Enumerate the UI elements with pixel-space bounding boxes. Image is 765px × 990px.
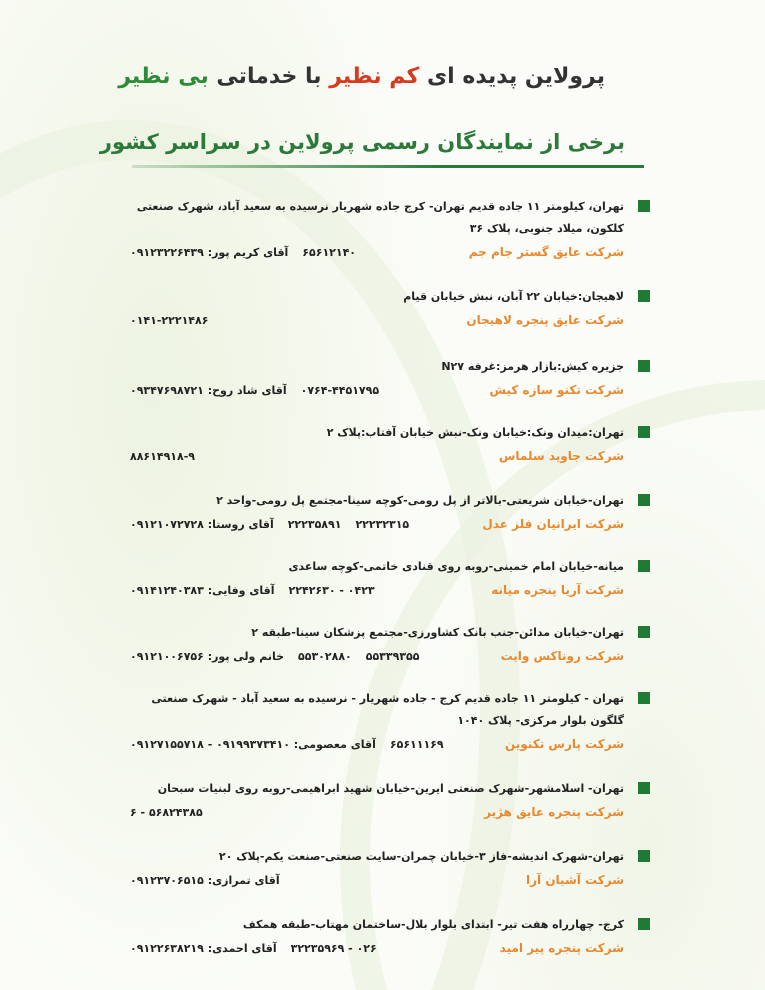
list-item — [130, 688, 650, 772]
list-item — [130, 846, 650, 908]
square-bullet-icon — [638, 290, 650, 302]
dealer-company: شرکت پنجره عایق هژیر — [484, 805, 624, 819]
dealer-phone: آقای کریم پور: ۰۹۱۲۳۲۲۶۴۳۹ — [130, 245, 289, 259]
dealer-phone: ۰۱۴۱-۲۲۲۱۴۸۶ — [130, 313, 209, 327]
dealer-phone: ۰۷۶۴-۴۴۵۱۷۹۵ — [300, 383, 380, 397]
dealer-address: تهران- اسلامشهر-شهرک صنعتی ایرین-خیابان شهید ابراهیمی-روبه روی لبنیات سبحان — [157, 782, 624, 795]
list-item — [130, 778, 650, 840]
list-item — [130, 286, 650, 348]
dealer-phone: آقای شاد روح: ۰۹۳۴۷۶۹۸۷۲۱ — [130, 383, 287, 397]
dealer-address: جزیره کیش:بازار هرمز:غرفه N۲۷ — [441, 360, 624, 373]
dealer-phone: ۰۴۲۳ - ۲۲۴۲۶۳۰ — [288, 583, 375, 597]
dealer-company: شرکت عایق پنجره لاهیجان — [466, 313, 624, 327]
dealer-phone: آقای تمرازی: ۰۹۱۲۳۷۰۶۵۱۵ — [130, 873, 280, 887]
dealer-phone: ۶۵۶۱۱۱۶۹ — [389, 737, 444, 751]
dealer-company: شرکت آریا پنجره میانه — [491, 583, 624, 597]
dealer-phone: آقای روستا: ۰۹۱۲۱۰۷۲۷۲۸ — [130, 517, 274, 531]
headline-part-1: پرولاین پدیده ای — [426, 64, 605, 89]
dealer-phone: ۲۲۲۳۲۳۱۵ — [355, 517, 410, 531]
dealer-address: تهران:میدان ونک:خیابان ونک-نبش خیابان آفتاب:پلاک ۲ — [326, 426, 624, 439]
dealer-phone: ۵۶۸۲۴۳۸۵ - ۶ — [130, 805, 203, 819]
square-bullet-icon — [638, 692, 650, 704]
dealer-phone: ۶۵۶۱۲۱۴۰ — [302, 245, 357, 259]
dealer-phone: ۰۲۶ - ۳۲۲۳۵۹۶۹ — [290, 941, 377, 955]
dealer-company: شرکت پنجره پیر امید — [499, 941, 624, 955]
dealer-phone: آقای وفایی: ۰۹۱۴۱۲۴۰۳۸۳ — [130, 583, 275, 597]
square-bullet-icon — [638, 200, 650, 212]
headline-part-2: کم نظیر — [329, 64, 420, 89]
square-bullet-icon — [638, 626, 650, 638]
dealer-company: شرکت پارس تکنوین — [505, 737, 624, 751]
dealer-address: کرج- چهارراه هفت تیر- ابتدای بلوار بلال-ساختمان مهتاب-طبقه همکف — [242, 918, 624, 931]
dealer-phone: آقای معصومی: ۰۹۱۹۹۳۷۳۴۱۰ - ۰۹۱۲۷۱۵۵۷۱۸ — [130, 737, 376, 751]
square-bullet-icon — [638, 850, 650, 862]
square-bullet-icon — [638, 560, 650, 572]
dealer-company: شرکت عایق گستر جام جم — [468, 245, 624, 259]
square-bullet-icon — [638, 426, 650, 438]
dealer-phone: ۵۵۳۰۲۸۸۰ — [298, 649, 352, 663]
list-item — [130, 422, 650, 484]
headline-part-3: با خدماتی — [216, 64, 322, 89]
list-item — [130, 356, 650, 418]
square-bullet-icon — [638, 782, 650, 794]
dealer-phone: ۲۲۲۳۵۸۹۱ — [287, 517, 342, 531]
dealer-phone: ۸۸۶۱۴۹۱۸-۹ — [130, 449, 195, 463]
dealer-company: شرکت تکنو سازه کیش — [489, 383, 624, 397]
dealer-address: لاهیجان:خیابان ۲۲ آبان، نبش خیابان قیام — [403, 290, 624, 303]
list-item — [130, 622, 650, 684]
page-subtitle: برخی از نمایندگان رسمی پرولاین در سراسر کشور — [99, 130, 625, 154]
square-bullet-icon — [638, 918, 650, 930]
square-bullet-icon — [638, 360, 650, 372]
square-bullet-icon — [638, 494, 650, 506]
headline-part-4: بی نظیر — [118, 64, 209, 89]
dealer-address: تهران-خیابان شریعتی-بالاتر از پل رومی-کوچه سینا-مجتمع پل رومی-واحد ۲ — [216, 494, 624, 507]
page-headline — [118, 64, 605, 89]
dealer-address: تهران-شهرک اندیشه-فاز ۳-خیابان چمران-سایت صنعتی-صنعت یکم-پلاک ۲۰ — [218, 850, 624, 863]
list-item — [130, 490, 650, 552]
dealer-address: تهران، کیلومتر ۱۱ جاده قدیم تهران- کرج جاده شهریار نرسیده به سعید آباد، شهرک صنعتی کلکون، میلاد جنوبی، پلاک ۳۶ — [136, 200, 624, 235]
dealer-address: تهران - کیلومتر ۱۱ جاده قدیم کرج - جاده شهریار - نرسیده به سعید آباد - شهرک صنعتی گلگون بلوار مرکزی- پلاک ۱۰۴۰ — [151, 692, 624, 727]
dealer-address: تهران-خیابان مدائن-جنب بانک کشاورزی-مجتمع پزشکان سینا-طبقه ۲ — [251, 626, 624, 639]
dealer-company: شرکت ایرانیان فلز عدل — [482, 517, 624, 531]
list-item — [130, 556, 650, 618]
dealer-company: شرکت آشیان آرا — [526, 873, 624, 887]
dealer-phone: خانم ولی پور: ۰۹۱۲۱۰۰۶۷۵۶ — [130, 649, 285, 663]
list-item — [130, 196, 650, 262]
dealer-company: شرکت روناکس وایت — [500, 649, 624, 663]
title-divider — [132, 165, 644, 168]
dealer-phone: آقای احمدی: ۰۹۱۲۲۶۳۸۲۱۹ — [130, 941, 277, 955]
dealer-phone: ۵۵۳۳۹۳۵۵ — [365, 649, 420, 663]
dealer-list — [130, 196, 650, 976]
dealer-company: شرکت جاوید سلماس — [498, 449, 624, 463]
dealer-address: میانه-خیابان امام خمینی-روبه روی قنادی خاتمی-کوچه ساعدی — [288, 560, 624, 573]
list-item — [130, 914, 650, 976]
